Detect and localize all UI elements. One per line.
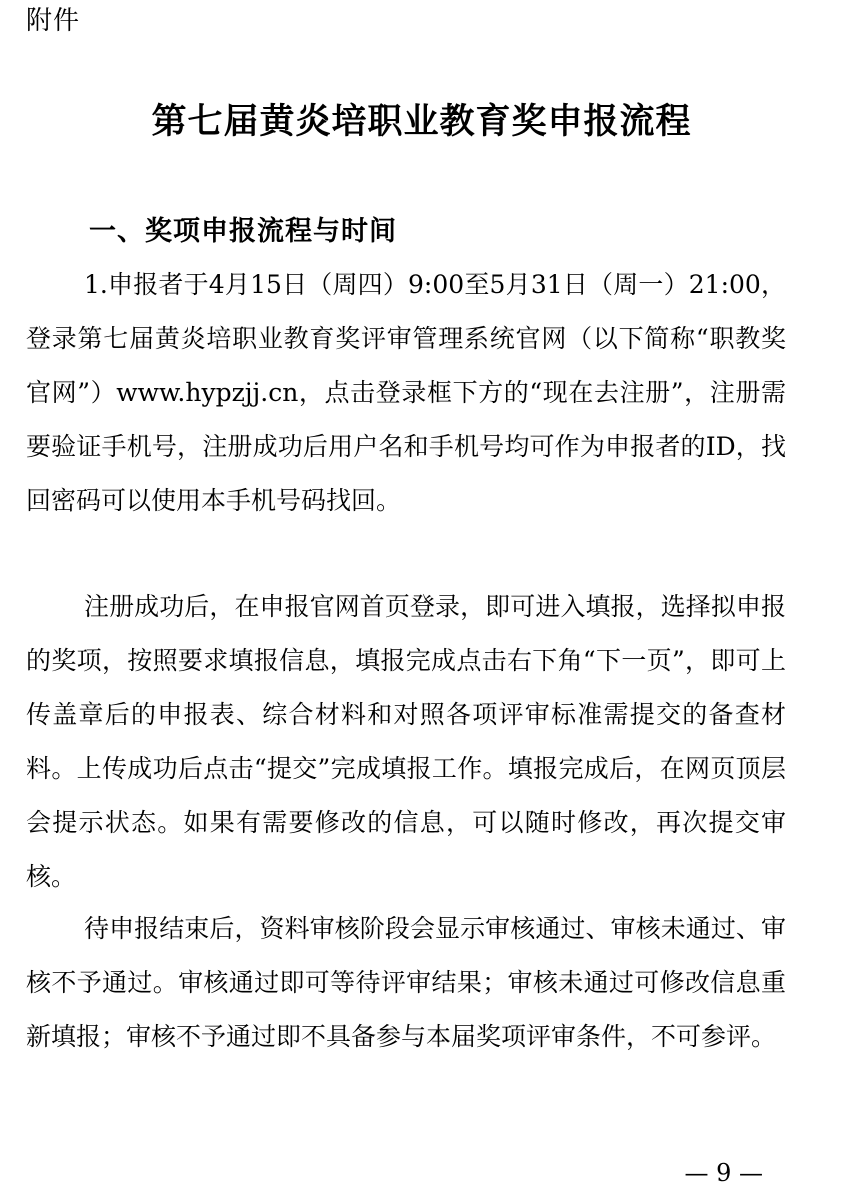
paragraph-registration: 1.申报者于4月15日（周四）9:00至5月31日（周一）21:00，登录第七届黄炎培职业教育奖评审管理系统官网（以下简称“职教奖官网”）www.hypzjj.cn，点击登录框下方的“现在去注册”，注册需要验证手机号，注册成功后用户名和手机号均可作为申报者的ID，找回密码可以使用本手机号码找回。: [26, 270, 786, 515]
page-title: 第七届黄炎培职业教育奖申报流程: [151, 101, 692, 142]
paragraph-review: 待申报结束后，资料审核阶段会显示审核通过、审核未通过、审核不予通过。审核通过即可等待评审结果；审核未通过可修改信息重新填报；审核不予通过即不具备参与本届奖项评审条件，不可参评。: [26, 914, 786, 1051]
attachment-label: 附件: [26, 6, 81, 36]
page-number: — 9 —: [684, 1159, 763, 1187]
paragraph-submission: 注册成功后，在申报官网首页登录，即可进入填报，选择拟申报的奖项，按照要求填报信息，填报完成点击右下角“下一页”，即可上传盖章后的申报表、综合材料和对照各项评审标准需提交的备查材料。上传成功后点击“提交”完成填报工作。填报完成后，在网页顶层会提示状态。如果有需要修改的信息，可以随时修改，再次提交审核。: [26, 592, 786, 891]
section-heading: 一、奖项申报流程与时间: [89, 216, 397, 247]
